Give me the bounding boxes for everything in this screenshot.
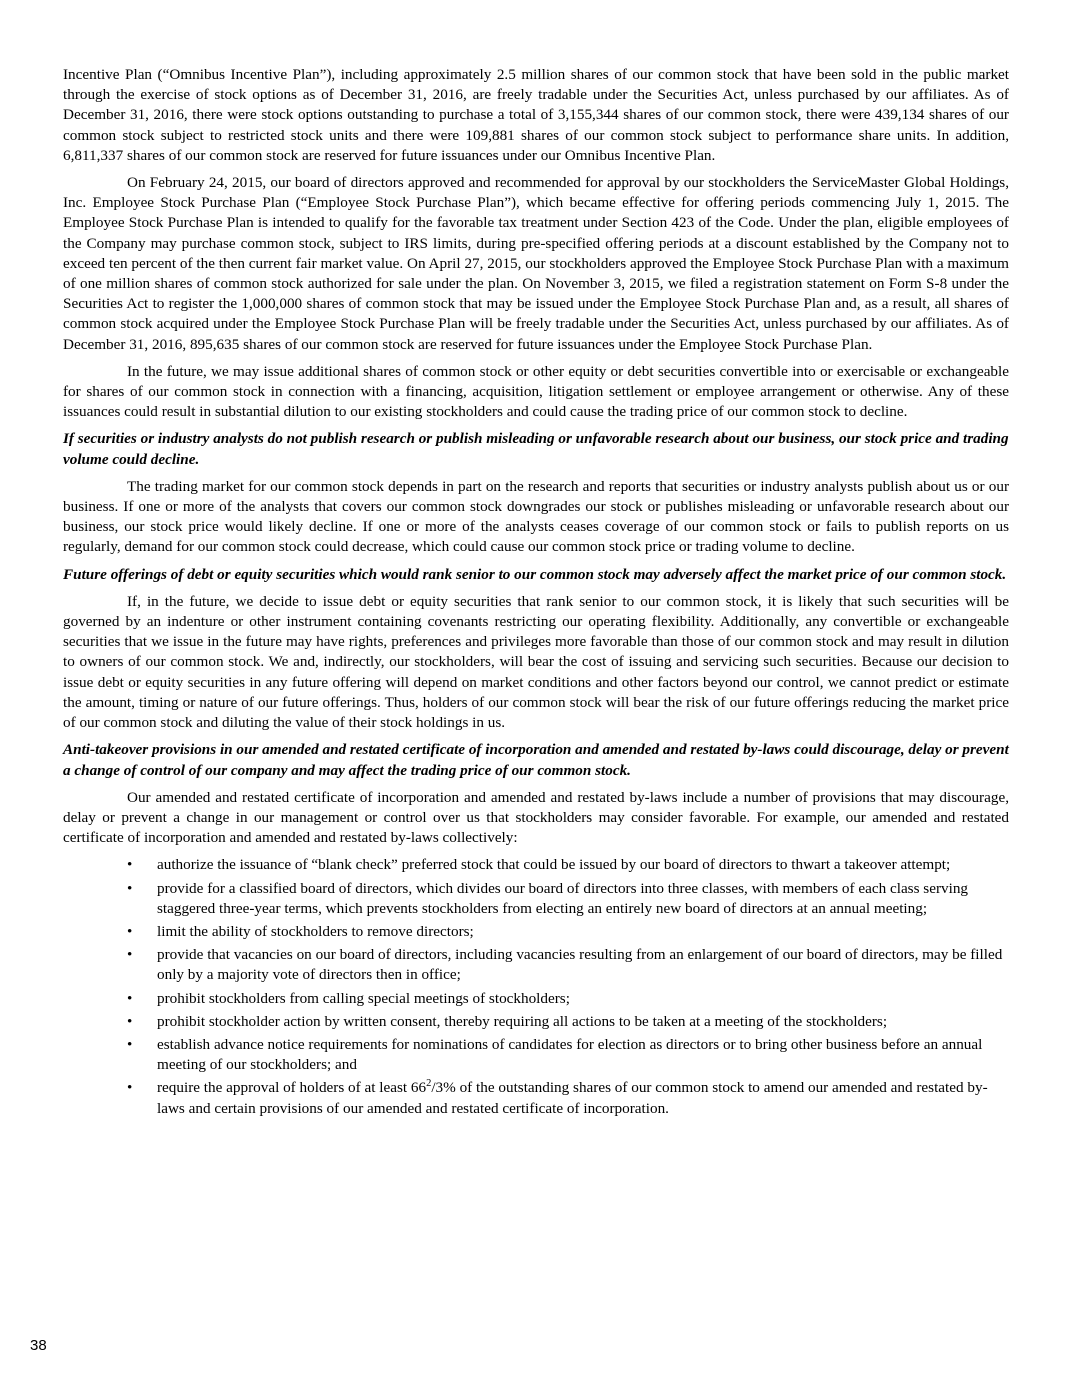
- bullet-icon: •: [127, 879, 133, 897]
- bullet-icon: •: [127, 1079, 133, 1097]
- list-item: • provide for a classified board of directors, which divides our board of directors into three classes, with members of each class serving staggered three-year terms, which prevents stockholders from electing an entirely new board of directors at an annual meeting;: [127, 879, 969, 917]
- bullet-icon: •: [127, 856, 133, 874]
- bullet-icon: •: [127, 922, 133, 940]
- paragraph-future-issuances: In the future, we may issue additional shares of common stock or other equity or debt securities convertible into or exercisable or exchangeable for shares of our common stock in connection with a financing, acquisition, litigation settlement or employee arrangement or otherwise. Any of these issuances could result in substantial dilution to our existing stockholders and could cause the trading price of our common stock to decline.: [63, 362, 1009, 421]
- paragraph-analyst-research: The trading market for our common stock depends in part on the research and reports that securities or industry analysts publish about us or our business. If one or more of the analysts that covers our common stock downgrades our stock or publishes misleading or unfavorable research about our business, our stock price would likely decline. If one or more of the analysts ceases coverage of our common stock or fails to publish reports on us regularly, demand for our common stock could decrease, which could cause our common stock price or trading volume to decline.: [63, 477, 1009, 556]
- page-content: [63, 65, 1009, 1122]
- fraction-denominator: /3%: [431, 1079, 456, 1097]
- anti-takeover-provisions-list: [63, 855, 1009, 1118]
- bullet-icon: •: [127, 1012, 133, 1030]
- fraction-numerator: 2: [426, 1078, 432, 1090]
- risk-heading-analysts: If securities or industry analysts do not publish research or publish misleading or unfavorable research about our business, our stock price and trading volume could decline.: [63, 430, 1009, 468]
- bullet-icon: •: [127, 989, 133, 1007]
- bullet-icon: •: [127, 1035, 133, 1053]
- risk-heading-anti-takeover: Anti-takeover provisions in our amended and restated certificate of incorporation and amended and restated by-laws could discourage, delay or prevent a change of control of our company and may affect the trading price of our common stock.: [63, 741, 1009, 779]
- paragraph-senior-securities: If, in the future, we decide to issue debt or equity securities that rank senior to our common stock, it is likely that such securities will be governed by an indenture or other instrument containing covenants restricting our operating flexibility. Additionally, any convertible or exchangeable securities that we issue in the future may have rights, preferences and privileges more favorable than those of our common stock and may result in dilution to owners of our common stock. We and, indirectly, our stockholders, will bear the cost of issuing and servicing such securities. Because our decision to issue debt or equity securities in any future offering will depend on market conditions and other factors beyond our control, we cannot predict or estimate the amount, timing or nature of our future offerings. Thus, holders of our common stock will bear the risk of our future offerings reducing the market price of our common stock and diluting the value of their stock holdings in us.: [63, 592, 1009, 732]
- list-item: • authorize the issuance of “blank check” preferred stock that could be issued by our board of directors to thwart a takeover attempt;: [157, 855, 1009, 875]
- page-number: 38: [30, 1337, 47, 1354]
- bullet-icon: •: [127, 946, 133, 964]
- paragraph-anti-takeover: Our amended and restated certificate of incorporation and amended and restated by-laws include a number of provisions that may discourage, delay or prevent a change in our management or control over us that stockholders may consider favorable. For example, our amended and restated certificate of incorporation and amended and restated by-laws collectively:: [63, 788, 1009, 847]
- list-item: • provide that vacancies on our board of directors, including vacancies resulting from an enlargement of our board of directors, may be filled only by a majority vote of directors then in office;: [127, 946, 1003, 984]
- list-item: • prohibit stockholder action by written consent, thereby requiring all actions to be taken at a meeting of the stockholders;: [157, 1012, 1009, 1032]
- risk-heading-senior-securities: Future offerings of debt or equity securities which would rank senior to our common stock may adversely affect the market price of our common stock.: [63, 565, 1007, 583]
- list-item: • limit the ability of stockholders to remove directors;: [157, 922, 1009, 942]
- paragraph-employee-stock-purchase-plan: On February 24, 2015, our board of directors approved and recommended for approval by our stockholders the ServiceMaster Global Holdings, Inc. Employee Stock Purchase Plan (“Employee Stock Purchase Plan”), which became effective for offering periods commencing July 1, 2015. The Employee Stock Purchase Plan is intended to qualify for the favorable tax treatment under Section 423 of the Code. Under the plan, eligible employees of the Company may purchase common stock, subject to IRS limits, during pre-specified offering periods at a discount established by the Company not to exceed ten percent of the then current fair market value. On April 27, 2015, our stockholders approved the Employee Stock Purchase Plan with a maximum of one million shares of common stock authorized for sale under the plan. On November 3, 2015, we filed a registration statement on Form S-8 under the Securities Act to register the 1,000,000 shares of common stock that may be issued under the Employee Stock Purchase Plan and, as a result, all shares of common stock acquired under the Employee Stock Purchase Plan will be freely tradable under the Securities Act, unless purchased by our affiliates. As of December 31, 2016, 895,635 shares of our common stock are reserved for future issuances under the Employee Stock Purchase Plan.: [63, 174, 1009, 353]
- list-item-supermajority: • require the approval of holders of at least $66^2/3\%$ of the outstanding shares of our common stock to amend our amended and restated by-laws and certain provisions of our amended and restated certificate of incorporation.: [127, 1078, 988, 1117]
- list-item: • establish advance notice requirements for nominations of candidates for election as directors or to bring other business before an annual meeting of our stockholders; and: [127, 1035, 983, 1074]
- paragraph-omnibus-plan: Incentive Plan (“Omnibus Incentive Plan”), including approximately 2.5 million shares of our common stock that have been sold in the public market through the exercise of stock options as of December 31, 2016, are freely tradable under the Securities Act, unless purchased by our affiliates. As of December 31, 2016, there were stock options outstanding to purchase a total of 3,155,344 shares of our common stock, there were 439,134 shares of our common stock subject to restricted stock units and there were 109,881 shares of our common stock subject to performance share units. In addition, 6,811,337 shares of our common stock are reserved for future issuances under our Omnibus Incentive Plan.: [63, 66, 1009, 164]
- list-item: • prohibit stockholders from calling special meetings of stockholders;: [157, 989, 1009, 1009]
